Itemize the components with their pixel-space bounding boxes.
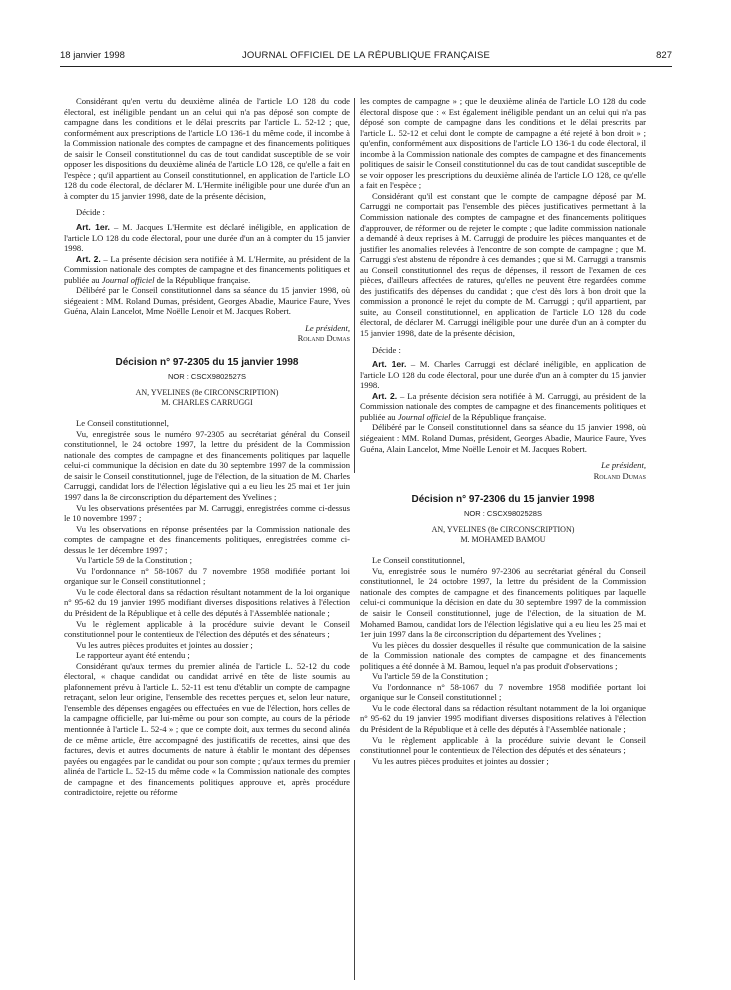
body-paragraph: Vu le règlement applicable à la procédure suivie devant le Conseil constitutionnel pour le contentieux de l'élection des députés et des sénateurs ;: [360, 734, 646, 756]
body-paragraph: Vu, enregistrée sous le numéro 97-2305 au secrétariat général du Conseil constitutionnel, le 24 octobre 1997, la lettre du président de la Commission nationale des comptes de campagne et des financements politiques par laquelle celui-ci communique la décision en date du 30 septembre 1997 de la commission de saisir le Conseil constitutionnel, juge de l'élection, de la situation de M. Charles Carruggi, candidat lors de l'élection législative qui a eu lieu les 25 mai et 1er juin 1997 dans la 8e circonscription du département des Yvelines ;: [64, 428, 350, 502]
body-paragraph: Vu les pièces du dossier desquelles il résulte que communication de la saisine de la Commission nationale des comptes de campagne et des financements politiques a été donnée à M. Bamou, lequel n'a pas produit d'observations ;: [360, 639, 646, 671]
circonscription: AN, YVELINES (8e CIRCONSCRIPTION): [431, 525, 575, 535]
article-label: Art. 1er.: [372, 359, 407, 370]
decide-heading: Décide :: [76, 207, 105, 218]
journal-title: JOURNAL OFFICIEL DE LA RÉPUBLIQUE FRANÇAISE: [241, 50, 491, 61]
right-column: [360, 96, 646, 766]
article-label: Art. 1er.: [76, 222, 110, 233]
article-2: [360, 391, 646, 423]
paragraph: les comptes de campagne » ; que le deuxième alinéa de l'article LO 128 du code électoral dispose que : « Est également inéligible pendant un an celui qui n'a pas déposé son compte de campagne dans les conditions et le délai prescrits par l'article L. 52-12 et celui dont le compte de campagne a été rejeté à bon droit » ; qu'enfin, conformément aux dispositions de l'article LO 136-1 du code électoral, il incombe à la Commission nationale des comptes de campagne et des financements politiques de saisir le Conseil constitutionnel du cas de tout candidat susceptible de se voir opposer les prescriptions du deuxième alinéa de l'article LO 128, ce qu'elle a fait en l'espèce ;: [360, 96, 646, 191]
deliberation: Délibéré par le Conseil constitutionnel dans sa séance du 15 janvier 1998, où siégeaient : MM. Roland Dumas, président, Georges Abadie, Maurice Faure, Yves Guéna, Alain Lancelot, Mme Noëlle Lenoir et M. Jacques Robert.: [360, 422, 646, 454]
body-paragraph: Vu les observations présentées par M. Carruggi, enregistrées comme ci-dessus le 10 novembre 1997 ;: [64, 502, 350, 524]
body-paragraph: Le Conseil constitutionnel,: [372, 555, 465, 566]
decide-heading: Décide :: [372, 344, 401, 355]
article-text: – La présente décision sera notifiée à M. Carruggi, au président de la Commission nationale des comptes de campagne et des financements politiques et publiée au: [360, 390, 646, 422]
body-paragraph: Vu les autres pièces produites et jointes au dossier ;: [76, 639, 253, 650]
article-2: [64, 254, 350, 286]
article-1: [360, 359, 646, 391]
journal-reference: Journal officiel: [101, 274, 155, 285]
body-paragraph: Le rapporteur ayant été entendu ;: [76, 650, 190, 661]
body-paragraph: Vu l'ordonnance n° 58-1067 du 7 novembre 1958 modifiée portant loi organique sur le Conseil constitutionnel ;: [64, 565, 350, 587]
article-text-end: de la République française.: [154, 274, 251, 285]
body-paragraph: Vu les autres pièces produites et jointes au dossier ;: [372, 755, 549, 766]
article-label: Art. 2.: [76, 253, 101, 264]
paragraph: Considérant qu'il est constant que le compte de campagne déposé par M. Carruggi ne comportait pas l'ensemble des pièces justificatives permettant à la Commission nationale des comptes de campagne et des financements politiques d'approuver, de réformer ou de rejeter le compte ; que ladite commission nationale a demandé à deux reprises à M. Carruggi de produire les pièces manquantes et de justifier les anomalies relevées à l'encontre de son compte de campagne ; que M. Carruggi s'est abstenu de répondre à ces demandes ; que si M. Carruggi a transmis au Conseil constitutionnel des reçus de dépenses, il ressort de l'examen de ces pièces, d'ailleurs affectées de ratures, qu'elles ne peuvent être regardées comme des justificatifs des dépenses du candidat ; que c'est dès lors à bon droit que la commission a prononcé le rejet du compte de M. Carruggi ; qu'il appartient, par suite, au Conseil constitutionnel, en application de l'article LO 128 du code électoral, de déclarer M. Carruggi inéligible pour une durée d'un an à compter du 15 janvier 1998, date de la présente décision,: [360, 190, 646, 339]
header-date: 18 janvier 1998: [60, 50, 125, 61]
body-paragraph: Vu les observations en réponse présentées par la Commission nationale des comptes de campagne et des financements politiques, enregistrées comme ci-dessus le 1er décembre 1997 ;: [64, 523, 350, 555]
article-text-end: de la République française.: [450, 411, 547, 422]
article-text: – M. Jacques L'Hermite est déclaré inéligible, en application de l'article LO 128 du code électoral, pour une durée d'un an à compter du 15 janvier 1998.: [64, 222, 350, 254]
paragraph: Considérant qu'en vertu du deuxième alinéa de l'article LO 128 du code électoral, est inéligible pendant un an celui qui n'a pas déposé son compte de campagne dans les conditions et le délai prescrits par l'article L. 52-12 ; que, conformément aux prescriptions de l'article LO 136-1 du même code, il incombe à la Commission nationale des comptes de campagne et des financements politiques de saisir le Conseil constitutionnel du cas de tout candidat susceptible de se voir opposer les dispositions du deuxième alinéa de l'article LO 128, ce qu'elle a fait en l'espèce ; qu'il appartient au Conseil constitutionnel, en application de l'article LO 128 du code électoral, de déclarer M. L'Hermite inéligible pour une durée d'un an à compter du 15 janvier 1998, date de la présente décision,: [64, 96, 350, 201]
journal-reference: Journal officiel: [397, 411, 451, 422]
body-paragraph: Le Conseil constitutionnel,: [76, 418, 169, 429]
article-text: – M. Charles Carruggi est déclaré inéligible, en application de l'article LO 128 du code électoral, pour une durée d'un an à compter du 15 janvier 1998.: [360, 359, 646, 391]
page-number: 827: [656, 50, 672, 61]
body-paragraph: Vu l'article 59 de la Constitution ;: [372, 671, 489, 682]
nor-reference: NOR : CSCX9802528S: [464, 508, 542, 518]
body-paragraph: Considérant qu'aux termes du premier alinéa de l'article L. 52-12 du code électoral, « chaque candidat ou candidat arrivé en tête de liste soumis au plafonnement prévu à l'article L. 52-11 est tenu d'établir un compte de campagne retraçant, selon leur origine, l'ensemble des recettes perçues et, selon leur nature, l'ensemble des dépenses engagées ou effectuées en vue de l'élection, hors celles de la campagne officielle, par lui-même ou pour son compte, au cours de la période mentionnée à l'article L. 52-4 » ; que ce compte doit, aux termes du second alinéa de ce même article, être accompagné des justificatifs de recettes, ainsi que des factures, devis et autres documents de nature à établir le montant des dépenses payées ou engagées par le candidat ou pour son compte ; qu'aux termes du premier alinéa de l'article L. 52-15 du même code « la Commission nationale des comptes de campagne et des financements politiques approuve et, après procédure contradictoire, rejette ou réforme: [64, 660, 350, 798]
signature-name: Roland Dumas: [297, 333, 350, 344]
article-label: Art. 2.: [372, 390, 398, 401]
page-header: [60, 48, 672, 64]
body-paragraph: Vu l'ordonnance n° 58-1067 du 7 novembre 1958 modifiée portant loi organique sur le Conseil constitutionnel ;: [360, 681, 646, 703]
nor-reference: NOR : CSCX9802527S: [168, 371, 246, 381]
signature-title: Le président,: [305, 322, 350, 333]
column-separator-bottom: [354, 760, 355, 980]
article-1: [64, 222, 350, 254]
body-paragraph: Vu le code électoral dans sa rédaction résultant notamment de la loi organique n° 95-62 du 19 janvier 1995 modifiant diverses dispositions relatives à l'élection du Président de la République et à celle des députés à l'Assemblée nationale ;: [360, 702, 646, 734]
signature-name: Roland Dumas: [593, 470, 646, 481]
deliberation: Délibéré par le Conseil constitutionnel dans sa séance du 15 janvier 1998, où siégeaient : MM. Roland Dumas, président, Georges Abadie, Maurice Faure, Yves Guéna, Alain Lancelot, Mme Noëlle Lenoir et M. Jacques Robert.: [64, 285, 350, 317]
candidate-name: M. MOHAMED BAMOU: [460, 535, 546, 545]
body-paragraph: Vu, enregistrée sous le numéro 97-2306 au secrétariat général du Conseil constitutionnel, le 24 octobre 1997, la lettre du président de la Commission nationale des comptes de campagne et des financements politiques par laquelle celui-ci communique la décision en date du 30 septembre 1997 de la commission de saisir le Conseil constitutionnel, juge de l'élection, de la situation de M. Mohamed Bamou, candidat lors de l'élection législative qui a eu lieu les 25 mai et 1er juin 1997 dans la 8e circonscription du département des Yvelines ;: [360, 565, 646, 640]
header-rule: [60, 66, 672, 67]
circonscription: AN, YVELINES (8e CIRCONSCRIPTION): [135, 388, 279, 398]
decision-title: Décision n° 97-2305 du 15 janvier 1998: [115, 357, 299, 369]
body-paragraph: Vu le règlement applicable à la procédure suivie devant le Conseil constitutionnel pour le contentieux de l'élection des députés et des sénateurs ;: [64, 618, 350, 640]
column-separator-top: [354, 98, 355, 473]
article-text: – La présente décision sera notifiée à M. L'Hermite, au président de la Commission nationale des comptes de campagne et des financements politiques et publiée au: [64, 253, 350, 285]
signature-title: Le président,: [601, 460, 646, 471]
body-paragraph: Vu le code électoral dans sa rédaction résultant notamment de la loi organique n° 95-62 du 19 janvier 1995 modifiant diverses dispositions relatives à l'élection du Président de la République et à celle des députés à l'Assemblée nationale ;: [64, 586, 350, 618]
left-column: [64, 96, 350, 798]
body-paragraph: Vu l'article 59 de la Constitution ;: [76, 555, 193, 566]
decision-title: Décision n° 97-2306 du 15 janvier 1998: [411, 494, 595, 506]
candidate-name: M. CHARLES CARRUGGI: [161, 398, 253, 408]
